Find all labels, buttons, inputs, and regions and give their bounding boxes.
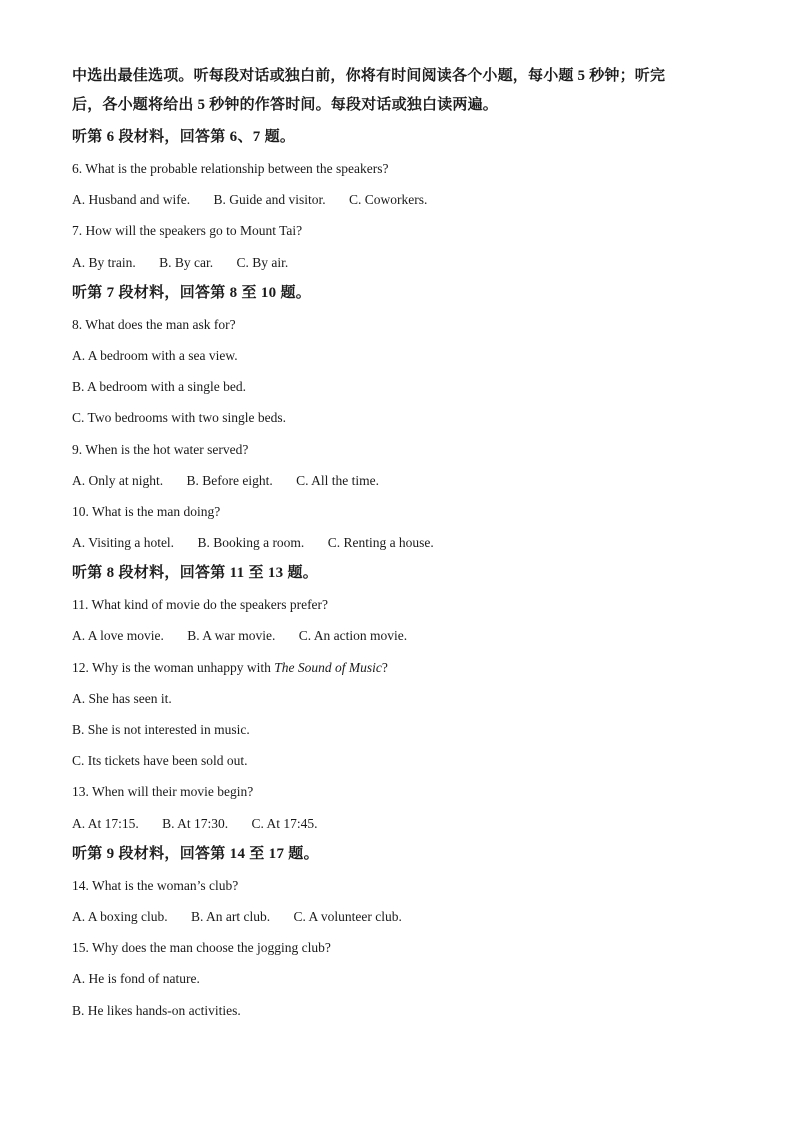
option-a: A. He is fond of nature. bbox=[72, 971, 200, 987]
option-c: C. Coworkers. bbox=[348, 192, 428, 208]
question-11: 11. What kind of movie do the speakers prefer? bbox=[72, 597, 329, 613]
option-c: C. Two bedrooms with two single beds. bbox=[72, 410, 287, 426]
section-9 bbox=[72, 839, 722, 1026]
question-8: 8. What does the man ask for? bbox=[72, 316, 236, 332]
question-13: 13. When will their movie begin? bbox=[72, 784, 254, 800]
option-a: A. Visiting a hotel. bbox=[72, 535, 175, 551]
question-9: 9. When is the hot water served? bbox=[72, 441, 249, 457]
option-a: A. A bedroom with a sea view. bbox=[72, 347, 238, 363]
section-8 bbox=[72, 558, 722, 839]
option-a: A. Husband and wife. bbox=[72, 192, 191, 208]
question-text: 12. Why is the woman unhappy with bbox=[72, 659, 275, 675]
section-7 bbox=[72, 278, 722, 559]
options-10 bbox=[72, 527, 722, 558]
options-14 bbox=[72, 901, 722, 932]
option-b: B. He likes hands-on activities. bbox=[72, 1002, 241, 1018]
section-title: 听第 8 段材料，回答第 11 至 13 题。 bbox=[72, 565, 319, 582]
option-b: B. By car. bbox=[159, 254, 214, 270]
question-12 bbox=[72, 652, 722, 683]
option-b: B. Booking a room. bbox=[197, 535, 305, 551]
question-6: 6. What is the probable relationship between the speakers? bbox=[72, 161, 389, 176]
instructions-line-2: 后，各小题将给出 5 秒钟的作答时间。每段对话或独白读两遍。 bbox=[72, 97, 499, 113]
question-15: 15. Why does the man choose the jogging club? bbox=[72, 940, 331, 956]
exam-page bbox=[72, 62, 722, 1026]
option-a: A. Only at night. bbox=[72, 472, 164, 488]
option-b: B. A war movie. bbox=[187, 628, 276, 644]
question-mark: ? bbox=[381, 659, 388, 675]
options-11 bbox=[72, 620, 722, 651]
option-a: A. By train. bbox=[72, 254, 136, 270]
options-13 bbox=[72, 808, 722, 839]
option-c: C. All the time. bbox=[296, 472, 379, 488]
options-6 bbox=[72, 184, 722, 215]
option-b: B. A bedroom with a single bed. bbox=[72, 379, 246, 395]
question-7: 7. How will the speakers go to Mount Tai? bbox=[72, 223, 303, 239]
option-c: C. At 17:45. bbox=[251, 815, 318, 831]
question-10: 10. What is the man doing? bbox=[72, 503, 221, 519]
option-b: B. At 17:30. bbox=[162, 815, 229, 831]
option-c: C. Renting a house. bbox=[327, 535, 434, 551]
section-title: 听第 9 段材料，回答第 14 至 17 题。 bbox=[72, 845, 319, 862]
option-a: A. A love movie. bbox=[72, 628, 164, 644]
options-9 bbox=[72, 465, 722, 496]
section-title: 听第 7 段材料，回答第 8 至 10 题。 bbox=[72, 284, 312, 301]
option-a: A. At 17:15. bbox=[72, 815, 139, 831]
option-b: B. An art club. bbox=[191, 908, 271, 924]
option-c: C. A volunteer club. bbox=[293, 908, 402, 924]
option-c: C. An action movie. bbox=[298, 628, 408, 644]
instructions-line-1: 中选出最佳选项。听每段对话或独白前，你将有时间阅读各个小题，每小题 5 秒钟；听完 bbox=[72, 68, 666, 84]
options-7 bbox=[72, 247, 722, 278]
movie-title: The Sound of Music bbox=[274, 659, 382, 675]
question-14: 14. What is the woman’s club? bbox=[72, 877, 239, 893]
section-title: 听第 6 段材料，回答第 6、7 题。 bbox=[72, 129, 296, 145]
option-a: A. She has seen it. bbox=[72, 690, 172, 706]
option-b: B. Before eight. bbox=[186, 472, 273, 488]
section-6 bbox=[72, 122, 722, 278]
option-c: C. Its tickets have been sold out. bbox=[72, 753, 248, 769]
option-a: A. A boxing club. bbox=[72, 908, 168, 924]
option-b: B. Guide and visitor. bbox=[213, 192, 326, 208]
option-c: C. By air. bbox=[236, 254, 289, 270]
option-b: B. She is not interested in music. bbox=[72, 722, 250, 737]
